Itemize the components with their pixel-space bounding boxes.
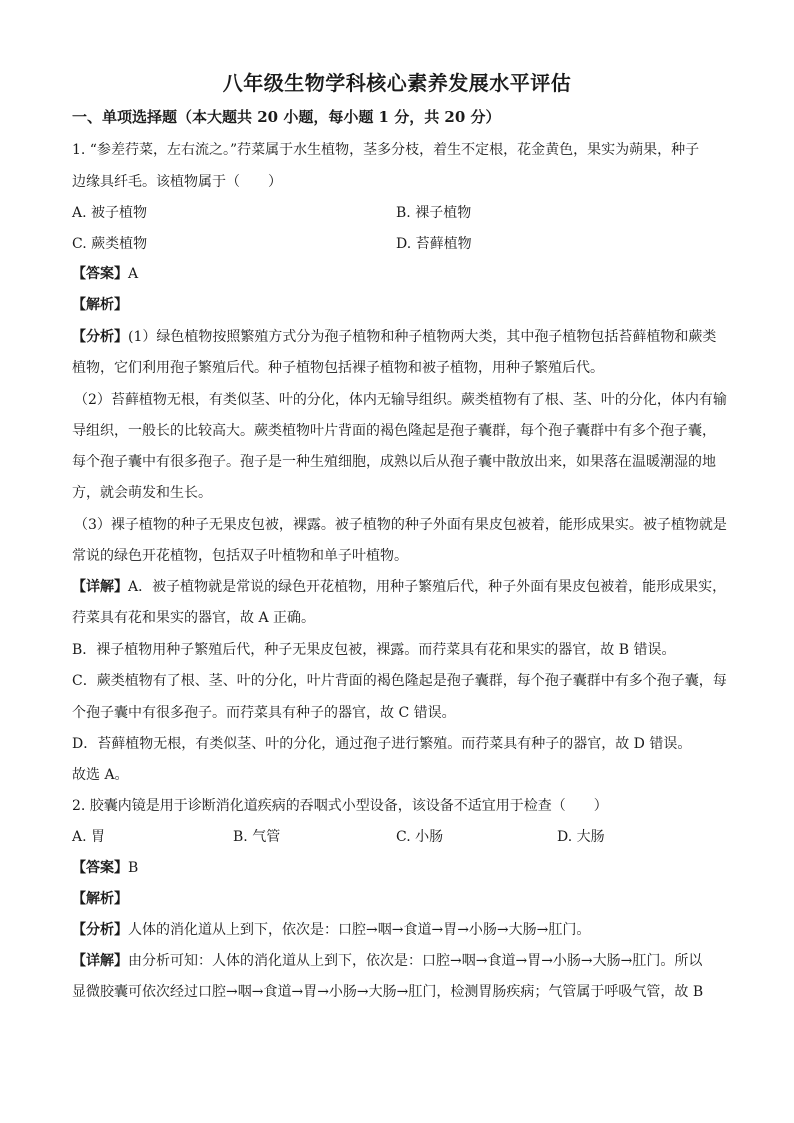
- q2-answer: [72, 858, 732, 878]
- q1-option-d: D. 苔藓植物: [396, 236, 472, 252]
- q1-fenxi-line-4: 导组织，一般长的比较高大。蕨类植物叶片背面的褐色隆起是孢子囊群，每个孢子囊群中有多个孢子囊，: [72, 423, 716, 439]
- q1-xiangjie-line-1: [72, 577, 732, 597]
- q1-fenxi-line-6: 方，就会萌发和生长。: [72, 485, 212, 501]
- q2-analysis-heading: [72, 889, 732, 909]
- analysis-tag: 【解析】: [72, 891, 128, 907]
- q1-option-a: A. 被子植物: [72, 205, 148, 221]
- q1-stem-line-2: 边缘具纤毛。该植物属于（ ）: [72, 174, 282, 190]
- section-heading: 一、单项选择题（本大题共 20 小题，每小题 1 分，共 20 分）: [72, 108, 501, 126]
- q1-answer: [72, 264, 732, 284]
- xiangjie-text: 由分析可知：人体的消化道从上到下，依次是：口腔→咽→食道→胃→小肠→大肠→肛门。所以: [128, 953, 703, 969]
- xiangjie-tag: 【详解】: [72, 953, 128, 969]
- q1-fenxi-line-7: （3）裸子植物的种子无果皮包被，裸露。被子植物的种子外面有果皮包被着，能形成果实。被子植物就是: [74, 517, 727, 533]
- answer-tag: 【答案】: [72, 860, 128, 876]
- q1-xiangjie-line-3: B．裸子植物用种子繁殖后代，种子无果皮包被，裸露。而荇菜具有花和果实的器官，故 B 错误。: [72, 642, 676, 658]
- fenxi-tag: 【分析】: [72, 329, 128, 345]
- q2-xiangjie-line-2: 显微胶囊可依次经过口腔→咽→食道→胃→小肠→大肠→肛门，检测胃肠疾病；气管属于呼吸气管，故 B: [72, 984, 704, 1000]
- q2-xiangjie-line-1: [72, 951, 732, 971]
- q1-fenxi-line-2: 植物，它们利用孢子繁殖后代。种子植物包括裸子植物和被子植物，用种子繁殖后代。: [72, 360, 604, 376]
- q2-stem: 2. 胶囊内镜是用于诊断消化道疾病的吞咽式小型设备，该设备不适宜用于检查（ ）: [72, 798, 608, 814]
- xiangjie-tag: 【详解】: [72, 579, 128, 595]
- q1-xiangjie-line-2: 荇菜具有花和果实的器官，故 A 正确。: [72, 610, 316, 626]
- q1-fenxi-line-8: 常说的绿色开花植物，包括双子叶植物和单子叶植物。: [72, 548, 408, 564]
- q2-option-c: C. 小肠: [396, 829, 444, 845]
- fenxi-text: (1）绿色植物按照繁殖方式分为孢子植物和种子植物两大类，其中孢子植物包括苔藓植物和蕨类: [128, 329, 717, 345]
- answer-tag: 【答案】: [72, 266, 128, 282]
- q1-analysis-heading: [72, 295, 732, 315]
- q1-fenxi-line-1: [72, 327, 732, 347]
- q2-option-d: D. 大肠: [557, 829, 605, 845]
- q2-option-a: A. 胃: [72, 829, 106, 845]
- q1-stem-line-1: 1. “参差荇菜，左右流之。”荇菜属于水生植物，茎多分枝，着生不定根，花金黄色，果实为蒴果，种子: [72, 142, 700, 158]
- answer-value: B: [128, 860, 139, 876]
- q1-fenxi-line-5: 每个孢子囊中有很多孢子。孢子是一种生殖细胞，成熟以后从孢子囊中散放出来，如果落在温暖潮湿的地: [72, 454, 716, 470]
- q1-conclusion: 故选 A。: [72, 767, 129, 783]
- q1-xiangjie-line-5: 个孢子囊中有很多孢子。而荇菜具有种子的器官，故 C 错误。: [72, 705, 456, 721]
- q1-option-b: B. 裸子植物: [396, 205, 472, 221]
- q2-fenxi-line-1: [72, 920, 732, 940]
- answer-value: A: [128, 266, 139, 282]
- fenxi-text: 人体的消化道从上到下，依次是：口腔→咽→食道→胃→小肠→大肠→肛门。: [128, 922, 591, 938]
- q2-option-b: B. 气管: [233, 829, 281, 845]
- q1-xiangjie-line-4: C．蕨类植物有了根、茎、叶的分化，叶片背面的褐色隆起是孢子囊群，每个孢子囊群中有多个孢子囊，每: [72, 673, 727, 689]
- analysis-tag: 【解析】: [72, 297, 128, 313]
- q1-fenxi-line-3: （2）苔藓植物无根，有类似茎、叶的分化，体内无输导组织。蕨类植物有了根、茎、叶的分化，体内有输: [74, 392, 727, 408]
- xiangjie-text: A．被子植物就是常说的绿色开花植物，用种子繁殖后代，种子外面有果皮包被着，能形成果实，: [128, 579, 727, 595]
- q1-xiangjie-line-6: D．苔藓植物无根，有类似茎、叶的分化，通过孢子进行繁殖。而荇菜具有种子的器官，故 D 错误。: [72, 736, 692, 752]
- q1-option-c: C. 蕨类植物: [72, 236, 148, 252]
- fenxi-tag: 【分析】: [72, 922, 128, 938]
- page-title: 八年级生物学科核心素养发展水平评估: [222, 71, 572, 95]
